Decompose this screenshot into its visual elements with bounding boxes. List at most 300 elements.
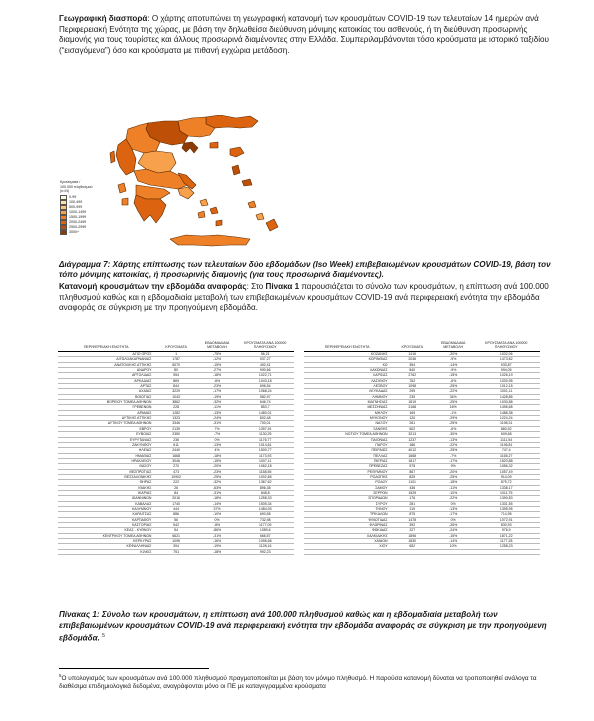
table-cell-weekly-change: -22% xyxy=(434,496,473,501)
map-legend-label: 2000-2499 xyxy=(69,219,87,224)
table-cell-region: ΚΩ xyxy=(304,362,391,367)
table-cell-weekly-change: -25% xyxy=(434,384,473,389)
table-cell-region: ΛΕΥΚΑΔΑΣ xyxy=(304,389,391,394)
table-cell-incidence: 860,92 xyxy=(472,426,540,431)
header-region-right: ΠΕΡΙΦΕΡΕΙΑΚΗ ΕΝΟΤΗΤΑ xyxy=(304,341,391,352)
table-cell-incidence: 914,09 xyxy=(472,474,540,479)
table-cell-incidence: 1173,93 xyxy=(236,453,294,458)
table-cell-weekly-change: -14% xyxy=(434,362,473,367)
table-cell-weekly-change: -30% xyxy=(434,432,473,437)
table-cell-cases: 1668 xyxy=(154,453,197,458)
table-cell-cases: 2350 xyxy=(154,432,197,437)
table-cell-incidence: 1496,68 xyxy=(472,405,540,410)
table-cell-region: ΘΗΡΑΣ xyxy=(58,480,154,485)
map-legend-swatch xyxy=(60,230,67,235)
table-cell-incidence: 1367,62 xyxy=(236,480,294,485)
map-region-peloponnese-south xyxy=(134,195,166,223)
footnote-text: Ο υπολογισμός των κρουσμάτων ανά 100.000 πληθυσμού πραγματοποιείται με βάση τον μόνιμο πληθυσμό. Η παρούσα κατανομή δύναται να τροποποιηθεί ανάλογα τα διαθέσιμα επιδημιολογικά δεδομένα, αναγράφονται μόνο οι ΠΕ με καταγεγραμμένα κρούσματα xyxy=(59,675,537,691)
table-cell-region: ΠΕΙΡΑΙΩΣ xyxy=(304,448,391,453)
figure-7-caption: Διάγραμμα 7: Χάρτης επίπτωσης των τελευταίων δύο εβδομάδων (Iso Week) επιβεβαιωμένων κρουσμάτων COVID-19, βάση τον τόπο μόνιμης κατοικίας, ή προσωρινής διαμονής (για τους προσωρινά διαμένοντες). xyxy=(59,260,551,280)
map-legend-label: 100-499 xyxy=(69,199,83,204)
case-distribution-text-after: παρουσιάζεται το σύνολο των κρουσμάτων, η επίπτωση ανά 100.000 πληθυσμού καθώς και η εβδομαδιαία μεταβολή των επιβεβαιωμένων κρουσμάτων COVID-19 ανά περιφερειακή ενότητα την εβδομάδα αναφοράς σε σύγκριση με την προηγούμενη εβδομάδα. xyxy=(59,282,549,313)
table-cell-region: ΑΙΤΩΛΟΑΚΑΡΝΑΝΙΑΣ xyxy=(58,357,154,362)
table-cell-region: ΜΑΓΝΗΣΙΑΣ xyxy=(304,400,391,405)
table-cell-weekly-change: -25% xyxy=(434,421,473,426)
table-cell-cases: 227 xyxy=(391,528,434,533)
table-cell-weekly-change: 0% xyxy=(434,501,473,506)
table-cell-weekly-change: -9% xyxy=(434,357,473,362)
table-cell-weekly-change: -22% xyxy=(434,389,473,394)
table-cell-cases: 84 xyxy=(154,490,197,495)
map-legend-label: 3000+ xyxy=(69,229,80,234)
table-cell-weekly-change: -6% xyxy=(434,426,473,431)
header-cases-right: ΚΡΟΥΣΜΑΤΑ xyxy=(391,341,434,352)
table-cell-cases: 26 xyxy=(154,485,197,490)
table-cell-region: ΔΡΑΜΑΣ xyxy=(58,410,154,415)
table-cell-weekly-change: -24% xyxy=(434,528,473,533)
table-cell-region: ΣΕΡΡΩΝ xyxy=(304,490,391,495)
table-cell-region: ΛΗΜΝΟΥ xyxy=(304,394,391,399)
table-cell-cases: 2440 xyxy=(154,448,197,453)
table-cell-region: ΙΚΑΡΙΑΣ xyxy=(58,490,154,495)
table-cell-cases: 1 xyxy=(154,352,197,357)
table-cell-cases: 1323 xyxy=(154,416,197,421)
table-cell-region: ΓΡΕΒΕΝΩΝ xyxy=(58,405,154,410)
table-cell-region: ΕΒΡΟΥ xyxy=(58,426,154,431)
table-cell-region: ΠΑΙΟΝΙΑΣ xyxy=(304,437,391,442)
table-cell-weekly-change: -15% xyxy=(198,362,237,367)
table-cell-region: ΒΟΙΩΤΙΑΣ xyxy=(58,394,154,399)
table-cell-region: ΚΑΛΥΜΝΟΥ xyxy=(58,506,154,511)
table-cell-weekly-change: -11% xyxy=(434,485,473,490)
table-cell-weekly-change: 0% xyxy=(198,437,237,442)
table-cell-cases: 3046 xyxy=(154,458,197,463)
table-cell-incidence: 1196,81 xyxy=(472,442,540,447)
map-region-samos xyxy=(242,179,252,186)
table-cell-cases: 840 xyxy=(391,368,434,373)
table-cell-incidence: 1177,09 xyxy=(236,523,294,528)
table-cell-cases: 886 xyxy=(154,512,197,517)
table-cell-region: ΤΗΝΟΥ xyxy=(304,506,391,511)
table-cell-cases: 3229 xyxy=(154,389,197,394)
table-cell-cases: 2016 xyxy=(154,496,197,501)
table-cell-incidence: 1012,18 xyxy=(472,384,540,389)
table-cell-region: ΙΘΑΚΗΣ xyxy=(58,485,154,490)
table-cell-region: ΑΝΑΤΟΛΙΚΗΣ ΑΤΤΙΚΗΣ xyxy=(58,362,154,367)
table-cell-cases: 3862 xyxy=(154,400,197,405)
table-cell-incidence: 1056,32 xyxy=(472,464,540,469)
table-cell-region: ΑΧΑΪΑΣ xyxy=(58,389,154,394)
table-cell-weekly-change: -1% xyxy=(434,410,473,415)
table-cell-region: ΛΑΚΩΝΙΑΣ xyxy=(304,368,391,373)
table-cell-cases: 652 xyxy=(391,544,434,549)
table-cell-incidence: 1177,28 xyxy=(472,539,540,544)
table-cell-region: ΙΩΑΝΝΙΝΩΝ xyxy=(58,496,154,501)
table-cell-region xyxy=(304,549,391,554)
table-cell-cases: 542 xyxy=(154,523,197,528)
table-cell-region: ΛΑΣΙΘΙΟΥ xyxy=(304,378,391,383)
table-cell-weekly-change: -13% xyxy=(434,437,473,442)
table-cell-region: ΚΕΡΚΥΡΑΣ xyxy=(58,539,154,544)
table-cell-weekly-change: 10% xyxy=(434,544,473,549)
table-cell-region: ΣΑΜΟΥ xyxy=(304,485,391,490)
table-cell-incidence: 1130,25 xyxy=(236,432,294,437)
table-cell-region: ΚΑΡΔΙΤΣΑΣ xyxy=(58,512,154,517)
table-cell-cases: 2762 xyxy=(391,373,434,378)
table-cell-incidence: 1030,95 xyxy=(472,378,540,383)
table-cell-weekly-change: -17% xyxy=(198,389,237,394)
header-region-left: ΠΕΡΙΦΕΡΕΙΑΚΗ ΕΝΟΤΗΤΑ xyxy=(58,341,154,352)
table-cell-cases: 1529 xyxy=(391,490,434,495)
table-cell-incidence: 853,7 xyxy=(236,405,294,410)
geographic-distribution-paragraph xyxy=(59,14,557,56)
table-cell-region: ΝΟΤΙΟΥ ΤΟΜΕΑ ΑΘΗΝΩΝ xyxy=(304,432,391,437)
table-cell-cases: 1095 xyxy=(154,539,197,544)
table-cell-weekly-change: -24% xyxy=(198,416,237,421)
table-cell-incidence: 1111,54 xyxy=(472,437,540,442)
table-cell-incidence: 696,54 xyxy=(236,384,294,389)
header-incidence-right: ΚΡΟΥΣΜΑΤΑ ΑΝΑ 100000 ΠΛΗΘΥΣΜΟΥ xyxy=(472,341,540,352)
table-cell-weekly-change: -19% xyxy=(198,394,237,399)
table-cell-region: ΑΡΤΑΣ xyxy=(58,384,154,389)
table-cell-cases: 394 xyxy=(154,544,197,549)
table-cell-incidence: 1001,11 xyxy=(472,389,540,394)
table-cell-incidence: 1014,61 xyxy=(236,442,294,447)
table-cell-incidence: 1338,17 xyxy=(472,485,540,490)
table-cell-region: ΚΟΡΙΝΘΙΑΣ xyxy=(304,357,391,362)
map-svg xyxy=(60,115,310,255)
table-cell-cases: 119 xyxy=(391,506,434,511)
table-cell-incidence: 1484,93 xyxy=(236,506,294,511)
table-cell-incidence: 1428,85 xyxy=(472,394,540,399)
table-cell-region: ΠΡΕΒΕΖΑΣ xyxy=(304,464,391,469)
case-distribution-paragraph xyxy=(59,282,557,314)
table-cell-weekly-change: -25% xyxy=(198,474,237,479)
table-cell-weekly-change: -9% xyxy=(434,368,473,373)
table-cell-region: ΑΡΓΟΛΙΔΑΣ xyxy=(58,373,154,378)
table-cell-cases: 473 xyxy=(154,469,197,474)
greece-incidence-map xyxy=(60,115,310,255)
table-cell-cases: 875 xyxy=(391,512,434,517)
table-cell-incidence: 875,72 xyxy=(472,480,540,485)
table-cell-weekly-change: -19% xyxy=(198,544,237,549)
table-cell-cases: 3213 xyxy=(391,432,434,437)
table-cell-incidence xyxy=(472,549,540,554)
table-cell-incidence: 1007,11 xyxy=(236,458,294,463)
table-cell-incidence: 732,98 xyxy=(236,517,294,522)
table-cell-incidence: 56,21 xyxy=(236,352,294,357)
table-cell-region: ΕΥΒΟΙΑΣ xyxy=(58,432,154,437)
table-cell-weekly-change: -11% xyxy=(198,405,237,410)
table-cell-cases: 1101 xyxy=(391,480,434,485)
table-cell-cases: 2139 xyxy=(154,426,197,431)
table-cell-incidence: 1165,27 xyxy=(472,453,540,458)
table-cell-cases: 6621 xyxy=(154,533,197,538)
table-cell-cases: 176 xyxy=(391,496,434,501)
table-cell-incidence: 1002,65 xyxy=(236,474,294,479)
table-cell-weekly-change: -32% xyxy=(198,400,237,405)
map-region-thrace xyxy=(206,115,258,128)
table-cell-incidence: 802,48 xyxy=(236,416,294,421)
table-cell-weekly-change: -18% xyxy=(198,453,237,458)
table-cell-region: ΑΡΚΑΔΙΑΣ xyxy=(58,378,154,383)
table-cell-weekly-change: -6% xyxy=(198,378,237,383)
table-cell-incidence: 1128,16 xyxy=(236,544,294,549)
table-cell-cases: 4012 xyxy=(391,448,434,453)
table-cell-incidence: 1096,68 xyxy=(236,539,294,544)
table-cell-cases: 236 xyxy=(154,437,197,442)
table-cell-cases: 3346 xyxy=(154,421,197,426)
map-legend xyxy=(60,180,92,235)
table-cell-region: ΘΑΣΟΥ xyxy=(58,464,154,469)
table-cell-region: ΚΑΒΑΛΑΣ xyxy=(58,501,154,506)
table-cell-incidence: 1473,82 xyxy=(472,357,540,362)
table-cell-region: ΚΑΡΠΑΘΟΥ xyxy=(58,517,154,522)
table-cell-cases: 1043 xyxy=(154,394,197,399)
table-cell-weekly-change: -31% xyxy=(198,533,237,538)
table-cell-cases: 239 xyxy=(391,394,434,399)
table-cell-cases: 228 xyxy=(154,405,197,410)
table-cell-cases: 867 xyxy=(391,469,434,474)
table-cell-weekly-change: -63% xyxy=(198,485,237,490)
table-cell-incidence: 1030,88 xyxy=(472,400,540,405)
table-cell-incidence: 896,38 xyxy=(236,485,294,490)
table-cell-incidence: 1871,22 xyxy=(472,533,540,538)
table-cell-cases: 392 xyxy=(391,523,434,528)
table-cell-incidence: 646,74 xyxy=(236,400,294,405)
table-cell-incidence: 1397,91 xyxy=(236,426,294,431)
table-cell-cases: 270 xyxy=(154,464,197,469)
table-cell-cases: 844 xyxy=(154,384,197,389)
table-cell-weekly-change: -20% xyxy=(434,469,473,474)
table-cell-cases: 56 xyxy=(154,517,197,522)
table-cell-cases: 762 xyxy=(391,378,434,383)
table-cell-region: ΦΛΩΡΙΝΑΣ xyxy=(304,523,391,528)
table-cell-incidence: 1480,01 xyxy=(236,410,294,415)
table-cell-cases: 354 xyxy=(391,362,434,367)
table-cell-incidence: 937,27 xyxy=(236,357,294,362)
table-cell-incidence: 848,8 xyxy=(236,490,294,495)
map-legend-item xyxy=(60,230,92,235)
table-cell-cases: 1282 xyxy=(154,410,197,415)
table-cell-region: ΦΩΚΙΔΑΣ xyxy=(304,528,391,533)
header-incidence-left: ΚΡΟΥΣΜΑΤΑ ΑΝΑ 100000 ΠΛΗΘΥΣΜΟΥ xyxy=(236,341,294,352)
table-cell-region: ΚΕΦΑΛΛΗΝΙΑΣ xyxy=(58,544,154,549)
table-cell-weekly-change: -12% xyxy=(198,357,237,362)
table-cell-weekly-change: 16% xyxy=(434,405,473,410)
table-cell-incidence: 1043,18 xyxy=(236,378,294,383)
map-legend-label: 1500-1999 xyxy=(69,214,87,219)
table-cell-region: ΠΕΛΛΑΣ xyxy=(304,453,391,458)
table-cell-cases: 120 xyxy=(391,416,434,421)
table-cell-incidence: 1395,95 xyxy=(472,506,540,511)
table-cell-incidence: 1032,06 xyxy=(472,352,540,357)
table-cell-incidence: 1176,77 xyxy=(236,437,294,442)
table-cell-region: ΛΑΡΙΣΑΣ xyxy=(304,373,391,378)
table-cell-region: ΑΓΙΟ ΟΡΟΣ xyxy=(58,352,154,357)
table-cell-weekly-change: -15% xyxy=(198,458,237,463)
table-cell-region: ΤΡΙΚΑΛΩΝ xyxy=(304,512,391,517)
table-cell-incidence: 990,66 xyxy=(236,368,294,373)
table-cell-cases: 1830 xyxy=(391,539,434,544)
table-cell-region: ΜΕΣΣΗΝΙΑΣ xyxy=(304,405,391,410)
map-legend-label: 1000-1499 xyxy=(69,209,87,214)
table-cell-weekly-change: -31% xyxy=(198,490,237,495)
table-cell-region: ΡΕΘΥΜΝΟΥ xyxy=(304,469,391,474)
table-cell-region: ΧΑΛΚΙΔΙΚΗΣ xyxy=(304,533,391,538)
table-cell-cases: 5070 xyxy=(154,362,197,367)
table-cell-weekly-change: -15% xyxy=(434,373,473,378)
map-region-dodecanese-1 xyxy=(248,201,256,208)
footnote xyxy=(59,672,559,692)
table-cell-incidence: 666,57 xyxy=(236,533,294,538)
table-cell-weekly-change: -14% xyxy=(434,539,473,544)
table-cell-region: ΔΥΤΙΚΟΥ ΤΟΜΕΑ ΑΘΗΝΩΝ xyxy=(58,421,154,426)
table-cell-region: ΝΑΞΟΥ xyxy=(304,421,391,426)
table-cell-incidence: 690,58 xyxy=(236,512,294,517)
table-cell-weekly-change: 0% xyxy=(198,517,237,522)
table-cell-cases: 222 xyxy=(154,480,197,485)
table-cell-cases: 169 xyxy=(391,410,434,415)
table-cell-weekly-change: -15% xyxy=(434,533,473,538)
table-cell-weekly-change: -6% xyxy=(434,378,473,383)
table-cell-incidence: 714,95 xyxy=(472,512,540,517)
table-cell-weekly-change: -23% xyxy=(198,469,237,474)
table-cell-cases: 54 xyxy=(154,528,197,533)
map-legend-label: 2500-2999 xyxy=(69,224,87,229)
table-cell-incidence: 1500,77 xyxy=(236,448,294,453)
table-cell-weekly-change: -7% xyxy=(434,453,473,458)
table-cell-region: ΧΑΝΙΩΝ xyxy=(304,539,391,544)
table-cell-incidence: 992,23 xyxy=(236,549,294,554)
table-cell-incidence: 1258,23 xyxy=(472,544,540,549)
table-cell-region: ΚΑΣΤΟΡΙΑΣ xyxy=(58,523,154,528)
table-cell-region: ΗΡΑΚΛΕΙΟΥ xyxy=(58,458,154,463)
table-cell-cases: 295 xyxy=(391,389,434,394)
table-cell-weekly-change: -75% xyxy=(198,352,237,357)
table-cell-cases: 575 xyxy=(391,464,434,469)
table-cell-weekly-change: 34% xyxy=(434,394,473,399)
table-cell-region: ΚΟΖΑΝΗΣ xyxy=(304,352,391,357)
table-cell-incidence: 1520,88 xyxy=(472,458,540,463)
table-cell-weekly-change: 7% xyxy=(198,426,237,431)
table-cell-incidence: 1390,83 xyxy=(472,496,540,501)
table-cell-incidence: 492,41 xyxy=(236,362,294,367)
table-cell-weekly-change: -13% xyxy=(198,410,237,415)
table-cell-weekly-change: -14% xyxy=(198,501,237,506)
table-cell-weekly-change: -10% xyxy=(434,490,473,495)
table-cell-region: ΣΠΟΡΑΔΩΝ xyxy=(304,496,391,501)
map-region-cyclades-2 xyxy=(210,207,218,214)
map-region-cyclades-4 xyxy=(216,220,222,226)
map-region-kefalonia xyxy=(118,183,126,193)
table-cell-weekly-change: -23% xyxy=(198,384,237,389)
table-cell-cases: 869 xyxy=(154,378,197,383)
table-cell-region: ΚΙΛΚΙΣ xyxy=(58,549,154,554)
table-cell-weekly-change: -18% xyxy=(198,373,237,378)
map-region-limnos xyxy=(210,142,218,148)
table-cell-cases: 1896 xyxy=(391,533,434,538)
table-cell-region: ΡΟΔΟΠΗΣ xyxy=(304,474,391,479)
table-cell-weekly-change: -26% xyxy=(434,523,473,528)
case-distribution-text-before: : Στο xyxy=(246,282,266,291)
table-cell-weekly-change: -25% xyxy=(434,400,473,405)
table-cell-incidence: 1198,31 xyxy=(472,421,540,426)
table-cell-weekly-change: -20% xyxy=(434,352,473,357)
table-cell-incidence: 933,87 xyxy=(472,362,540,367)
table-cell-cases: 1740 xyxy=(154,501,197,506)
table-cell-region: ΗΛΕΙΑΣ xyxy=(58,448,154,453)
header-weekly-change-right: ΕΒΔΟΜΑΔΙΑΙΑ ΜΕΤΑΒΟΛΗ xyxy=(434,341,473,352)
map-legend-title: Κρούσματα / 100.000 πληθυσμού (n=Ν) xyxy=(60,180,93,194)
table-cell-incidence: 1488,38 xyxy=(472,410,540,415)
table-cell-weekly-change: -31% xyxy=(198,421,237,426)
table-cell-incidence: 1089,6 xyxy=(236,528,294,533)
table-cell-incidence: 1026,19 xyxy=(472,373,540,378)
table-cell-weekly-change: -20% xyxy=(198,464,237,469)
table-cell-weekly-change: -8% xyxy=(198,523,237,528)
table-cell-cases: 186 xyxy=(391,442,434,447)
map-region-lesvos xyxy=(230,147,244,157)
table-cell-cases: 602 xyxy=(391,426,434,431)
table-cell-region: ΘΕΣΠΡΩΤΙΑΣ xyxy=(58,469,154,474)
table-1-footnote-mark: 5 xyxy=(102,633,105,640)
table-cell-region: ΗΜΑΘΙΑΣ xyxy=(58,453,154,458)
table-cell-region: ΧΙΟΥ xyxy=(304,544,391,549)
table-cell-incidence: 1258,33 xyxy=(236,496,294,501)
table-cell-region: ΡΟΔΟΥ xyxy=(304,480,391,485)
map-region-zakynthos xyxy=(122,198,128,205)
table-cell-weekly-change: -25% xyxy=(434,474,473,479)
table-cell-cases: 2168 xyxy=(391,405,434,410)
table-body xyxy=(58,352,540,555)
regional-cases-table xyxy=(58,341,540,555)
table-cell-incidence: 1068,24 xyxy=(236,389,294,394)
map-region-chalkidiki xyxy=(182,142,198,153)
map-region-dodecanese-2 xyxy=(256,213,264,220)
table-cell-region: ΞΑΝΘΗΣ xyxy=(304,426,391,431)
table-cell-cases: 611 xyxy=(154,442,197,447)
table-cell-region: ΘΕΣΣΑΛΟΝΙΚΗΣ xyxy=(58,474,154,479)
table-cell-weekly-change: -22% xyxy=(434,442,473,447)
table-cell-cases: 1787 xyxy=(154,357,197,362)
table-cell-region: ΠΑΡΟΥ xyxy=(304,442,391,447)
table-1-caption xyxy=(59,610,559,644)
table-cell-incidence: 1022,71 xyxy=(236,373,294,378)
geographic-distribution-heading: Γεωγραφική διασπορά xyxy=(59,14,148,23)
table-cell-weekly-change: -16% xyxy=(198,539,237,544)
table-cell-weekly-change: -18% xyxy=(434,480,473,485)
table-cell-cases: 80 xyxy=(154,368,197,373)
table-cell-incidence: 1062,18 xyxy=(236,464,294,469)
table-cell-incidence: 1505,34 xyxy=(236,501,294,506)
table-cell-weekly-change: -32% xyxy=(198,480,237,485)
table-cell-incidence: 994,05 xyxy=(472,368,540,373)
table-cell-region: ΛΕΣΒΟΥ xyxy=(304,384,391,389)
header-cases-left: ΚΡΟΥΣΜΑΤΑ xyxy=(154,341,197,352)
table-cell-incidence: 1011,75 xyxy=(472,490,540,495)
table-cell-region: ΕΥΡΥΤΑΝΙΑΣ xyxy=(58,437,154,442)
table-cell-cases: 1817 xyxy=(391,458,434,463)
table-cell-incidence: 830,93 xyxy=(472,523,540,528)
table-cell-cases: 1237 xyxy=(391,437,434,442)
table-cell-weekly-change: 37% xyxy=(198,506,237,511)
table-cell-region: ΦΘΙΩΤΙΔΑΣ xyxy=(304,517,391,522)
table-cell-cases: 2036 xyxy=(391,357,434,362)
map-region-cyclades-1 xyxy=(200,199,208,206)
table-cell-cases: 1668 xyxy=(391,453,434,458)
table-cell-region: ΜΥΚΟΝΟΥ xyxy=(304,416,391,421)
